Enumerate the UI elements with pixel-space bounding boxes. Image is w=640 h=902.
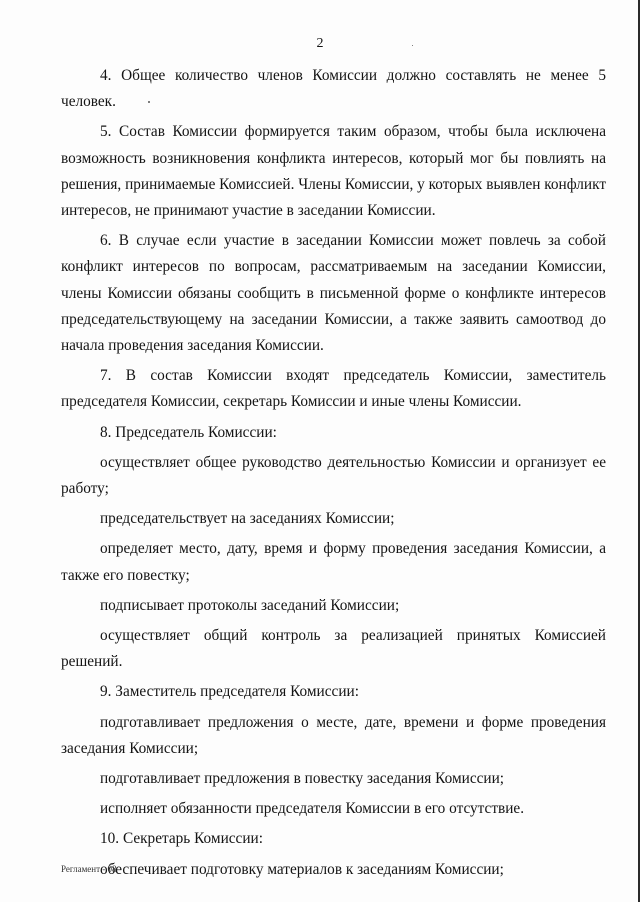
page-number: 2 <box>316 36 324 51</box>
paragraph: осуществляет общее руководство деятельностью Комиссии и организует ее работу; <box>61 453 606 498</box>
paragraph: осуществляет общий контроль за реализацией принятых Комиссией решений. <box>61 627 606 671</box>
paragraph: 5. Состав Комиссии формируется таким образом, чтобы была исключена возможность возникновения конфликта интересов, который мог бы повлиять на решения, принимаемые Комиссией. Члены Комиссии, у которых выявлен конфликт интересов, не принимают участие в заседании Комиссии. <box>61 123 607 220</box>
paragraph: 6. В случае если участие в заседании Комиссии может повлечь за собой конфликт интересов по вопросам, рассматриваемым на заседании Комиссии, члены Комиссии обязаны сообщить в письменной форме о конфликте интересов председательствующему на заседании Комиссии, а также заявить самоотвод до начала проведения заседания Комиссии. <box>61 232 606 355</box>
paragraph: 9. Заместитель председателя Комиссии: <box>100 683 359 701</box>
paragraph: подготавливает предложения о месте, дате, времени и форме проведения заседания Комиссии; <box>61 713 606 757</box>
document-body <box>61 63 606 887</box>
paragraph: подписывает протоколы заседаний Комиссии; <box>100 596 400 614</box>
paragraph: обеспечивает подготовку материалов к заседаниям Комиссии; <box>100 860 504 878</box>
paragraph: 4. Общее количество членов Комиссии должно составлять не менее 5 человек. <box>61 67 606 111</box>
paragraph: председательствует на заседаниях Комиссии; <box>100 510 395 528</box>
paragraph: исполняет обязанности председателя Комиссии в его отсутствие. <box>100 800 525 818</box>
paragraph: определяет место, дату, время и форму проведения заседания Комиссии, а также его повестку; <box>61 540 606 584</box>
document-footer: Регламент - 08 <box>61 864 117 874</box>
scan-speck <box>148 101 150 103</box>
paragraph: 7. В состав Комиссии входят председатель Комиссии, заместитель председателя Комиссии, секретарь Комиссии и иные члены Комиссии. <box>61 367 606 411</box>
paragraph: подготавливает предложения в повестку заседания Комиссии; <box>100 770 505 788</box>
scan-speck <box>412 45 413 46</box>
paragraph: 10. Секретарь Комиссии: <box>100 830 263 848</box>
paragraph: 8. Председатель Комиссии: <box>100 423 277 441</box>
